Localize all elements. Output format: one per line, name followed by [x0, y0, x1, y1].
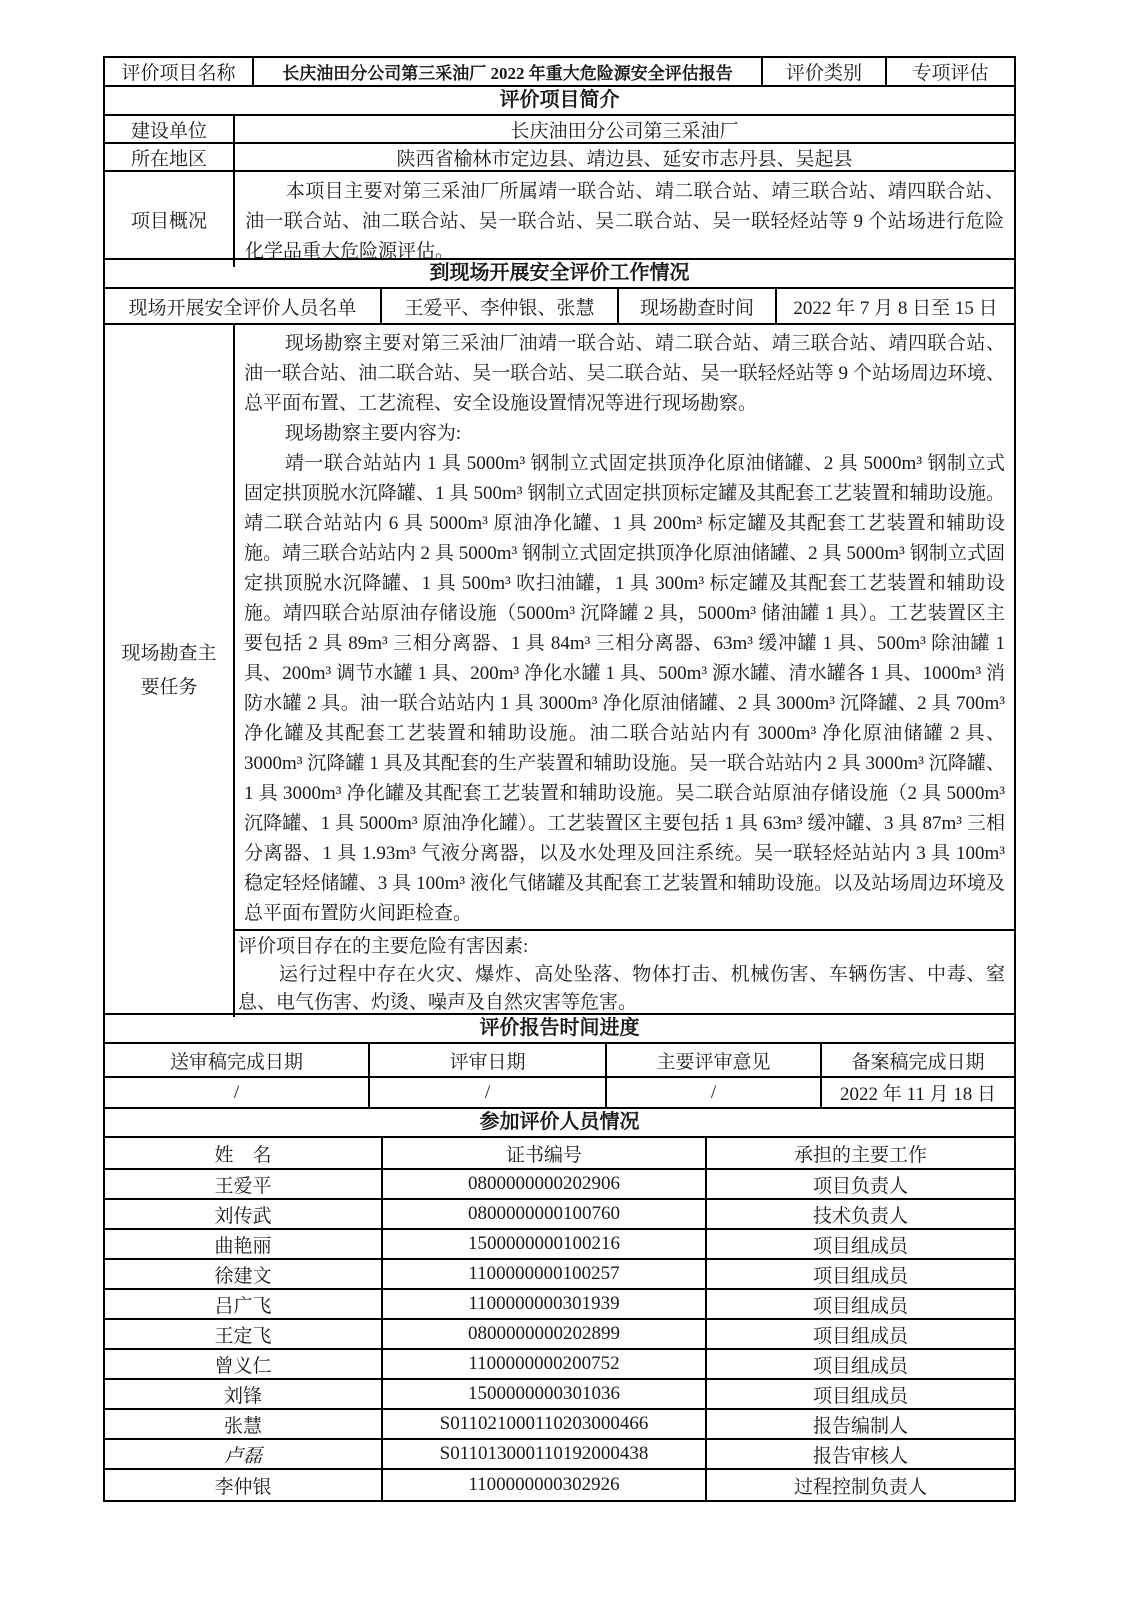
schedule-col-review-opinion: 主要评审意见 [607, 1044, 822, 1076]
survey-task-description [235, 325, 1014, 931]
participant-row [105, 1350, 1014, 1380]
participants-col-role: 承担的主要工作 [793, 1144, 927, 1166]
participant-role: 报告审核人 [812, 1445, 908, 1467]
schedule-col-review-date: 评审日期 [370, 1044, 607, 1076]
category-label: 评价类别 [763, 58, 887, 85]
schedule-header-row [105, 1044, 1014, 1078]
category-value: 专项评估 [912, 63, 989, 84]
participant-name: 卢磊 [105, 1440, 383, 1468]
participant-role: 过程控制负责人 [793, 1476, 927, 1498]
survey-task-row [105, 325, 1014, 1015]
construction-unit-value: 长庆油田分公司第三采油厂 [510, 121, 739, 142]
schedule-value-record-date: 2022 年 11 月 18 日 [839, 1084, 997, 1105]
schedule-value-draft-date: / [105, 1078, 370, 1107]
participants-header-row [105, 1138, 1014, 1170]
participant-row [105, 1290, 1014, 1320]
participant-cert-no: S011021000110203000466 [383, 1410, 707, 1438]
participant-cert-no: 0800000000100760 [383, 1200, 707, 1228]
site-staff-value: 王爱平、李仲银、张慧 [382, 289, 619, 323]
schedule-col-draft-date: 送审稿完成日期 [105, 1044, 370, 1076]
construction-unit-label: 建设单位 [105, 116, 235, 143]
participant-role: 项目组成员 [812, 1325, 908, 1347]
participant-role: 项目组成员 [812, 1355, 908, 1377]
hazard-factors-text: 运行过程中存在火灾、爆炸、高处坠落、物体打击、机械伤害、车辆伤害、中毒、窒息、电气伤害、灼烫、噪声及自然灾害等危害。 [238, 964, 1005, 1013]
participant-name: 吕广飞 [105, 1290, 383, 1318]
project-name-label: 评价项目名称 [105, 58, 254, 85]
participant-cert-no: 1500000000301036 [383, 1380, 707, 1408]
participant-cert-no: 0800000000202899 [383, 1320, 707, 1348]
participants-col-name: 姓 名 [105, 1138, 383, 1168]
participant-row [105, 1170, 1014, 1200]
participant-row [105, 1410, 1014, 1440]
survey-task-content [235, 325, 1014, 1017]
survey-task-label [105, 325, 235, 1017]
site-staff-row [105, 289, 1014, 325]
location-label: 所在地区 [105, 144, 235, 171]
participant-name: 刘传武 [105, 1200, 383, 1228]
participant-row [105, 1320, 1014, 1350]
participant-cert-no: 0800000000202906 [383, 1170, 707, 1198]
schedule-value-review-opinion: / [607, 1078, 822, 1107]
participant-name: 曲艳丽 [105, 1230, 383, 1258]
construction-unit-row [105, 116, 1014, 144]
schedule-col-record-date: 备案稿完成日期 [851, 1051, 985, 1073]
participant-role: 项目负责人 [812, 1175, 908, 1197]
survey-time-label: 现场勘查时间 [619, 289, 777, 323]
schedule-value-review-date: / [370, 1078, 607, 1107]
participant-row [105, 1470, 1014, 1500]
participant-role: 技术负责人 [812, 1205, 908, 1227]
participant-name: 李仲银 [105, 1470, 383, 1500]
survey-task-label-text: 现场勘查主要任务 [121, 643, 217, 698]
section-header-site-work: 到现场开展安全评价工作情况 [105, 260, 1014, 289]
participant-cert-no: 1100000000100257 [383, 1260, 707, 1288]
participant-name: 刘锋 [105, 1380, 383, 1408]
participant-row [105, 1440, 1014, 1470]
section-header-schedule: 评价报告时间进度 [105, 1015, 1014, 1044]
overview-value [235, 172, 1014, 267]
participant-cert-no: 1500000000100216 [383, 1230, 707, 1258]
participant-name: 徐建文 [105, 1260, 383, 1288]
overview-paragraph: 本项目主要对第三采油厂所属靖一联合站、靖二联合站、靖三联合站、靖四联合站、油一联合站、油二联合站、吴一联合站、吴二联合站、吴一联轻烃站等 9 个站场进行危险化学品重大危险源评估。 [245, 181, 1004, 262]
survey-task-paragraph-1: 现场勘察主要对第三采油厂油靖一联合站、靖二联合站、靖三联合站、靖四联合站、油一联合站、油二联合站、吴一联合站、吴二联合站、吴一联轻烃站等 9 个站场周边环境、总平面布置、工艺流程、安全设施设置情况等进行现场勘察。 [244, 333, 1005, 414]
location-row [105, 144, 1014, 172]
participant-name: 王爱平 [105, 1170, 383, 1198]
project-name-value: 长庆油田分公司第三采油厂 2022 年重大危险源安全评估报告 [254, 58, 763, 85]
participant-role: 报告编制人 [812, 1415, 908, 1437]
participant-name: 张慧 [105, 1410, 383, 1438]
participant-row [105, 1200, 1014, 1230]
hazard-factors-cell [235, 931, 1014, 1017]
project-name-row [105, 58, 1014, 87]
survey-time-value: 2022 年 7 月 8 日至 15 日 [793, 297, 998, 319]
participant-role: 项目组成员 [812, 1235, 908, 1257]
participant-cert-no: S011013000110192000438 [383, 1440, 707, 1468]
participant-name: 王定飞 [105, 1320, 383, 1348]
schedule-values-row [105, 1078, 1014, 1109]
participant-role: 项目组成员 [812, 1385, 908, 1407]
participants-col-cert-no: 证书编号 [383, 1138, 707, 1168]
participant-role: 项目组成员 [812, 1295, 908, 1317]
section-header-participants: 参加评价人员情况 [105, 1109, 1014, 1138]
overview-label: 项目概况 [105, 172, 235, 267]
site-staff-label: 现场开展安全评价人员名单 [105, 289, 382, 323]
participant-row [105, 1230, 1014, 1260]
hazard-factors-title: 评价项目存在的主要危险有害因素: [238, 936, 529, 957]
evaluation-report-table [103, 56, 1016, 1502]
participant-cert-no: 1100000000200752 [383, 1350, 707, 1378]
participant-cert-no: 1100000000302926 [383, 1470, 707, 1500]
location-value: 陕西省榆林市定边县、靖边县、延安市志丹县、吴起县 [396, 149, 853, 170]
survey-task-paragraph-3: 靖一联合站站内 1 具 5000m³ 钢制立式固定拱顶净化原油储罐、2 具 5000m³ 钢制立式固定拱顶脱水沉降罐、1 具 500m³ 钢制立式固定拱顶标定罐及其配套工艺装置和辅助设施。靖二联合站站内 6 具 5000m³ 原油净化罐、1 具 200m³ 标定罐及其配套工艺装置和辅助设施。靖三联合站站内 2 具 5000m³ 钢制立式固定拱顶净化原油储罐、2 具 5000m³ 钢制立式固定拱顶脱水沉降罐、1 具 500m³ 吹扫油罐，1 具 300m³ 标定罐及其配套工艺装置和辅助设施。靖四联合站原油存储设施（5000m³ 沉降罐 2 具，5000m³ 储油罐 1 具）。工艺装置区主要包括 2 具 89m³ 三相分离器、1 具 84m³ 三相分离器、63m³ 缓冲罐 1 具、500m³ 除油罐 1 具、200m³ 调节水罐 1 具、200m³ 净化水罐 1 具、500m³ 源水罐、清水罐各 1 具、1000m³ 消防水罐 2 具。油一联合站站内 1 具 3000m³ 净化原油储罐、2 具 3000m³ 沉降罐、2 具 700m³ 净化罐及其配套工艺装置和辅助设施。油二联合站站内有 3000m³ 净化原油储罐 2 具、3000m³ 沉降罐 1 具及其配套的生产装置和辅助设施。吴一联合站站内 2 具 3000m³ 沉降罐、1 具 3000m³ 净化罐及其配套工艺装置和辅助设施。吴二联合站原油存储设施（2 具 5000m³ 沉降罐、1 具 5000m³ 原油净化罐）。工艺装置区主要包括 1 具 63m³ 缓冲罐、3 具 87m³ 三相分离器、1 具 1.93m³ 气液分离器，以及水处理及回注系统。吴一联轻烃站站内 3 具 100m³ 稳定轻烃储罐、3 具 100m³ 液化气储罐及其配套工艺装置和辅助设施。以及站场周边环境及总平面布置防火间距检查。 [244, 453, 1005, 924]
participant-role: 项目组成员 [812, 1265, 908, 1287]
participant-cert-no: 1100000000301939 [383, 1290, 707, 1318]
participant-row [105, 1380, 1014, 1410]
participant-row [105, 1260, 1014, 1290]
survey-task-paragraph-2: 现场勘察主要内容为: [284, 423, 462, 444]
section-header-intro: 评价项目简介 [105, 87, 1014, 116]
overview-row [105, 172, 1014, 260]
participant-name: 曾义仁 [105, 1350, 383, 1378]
